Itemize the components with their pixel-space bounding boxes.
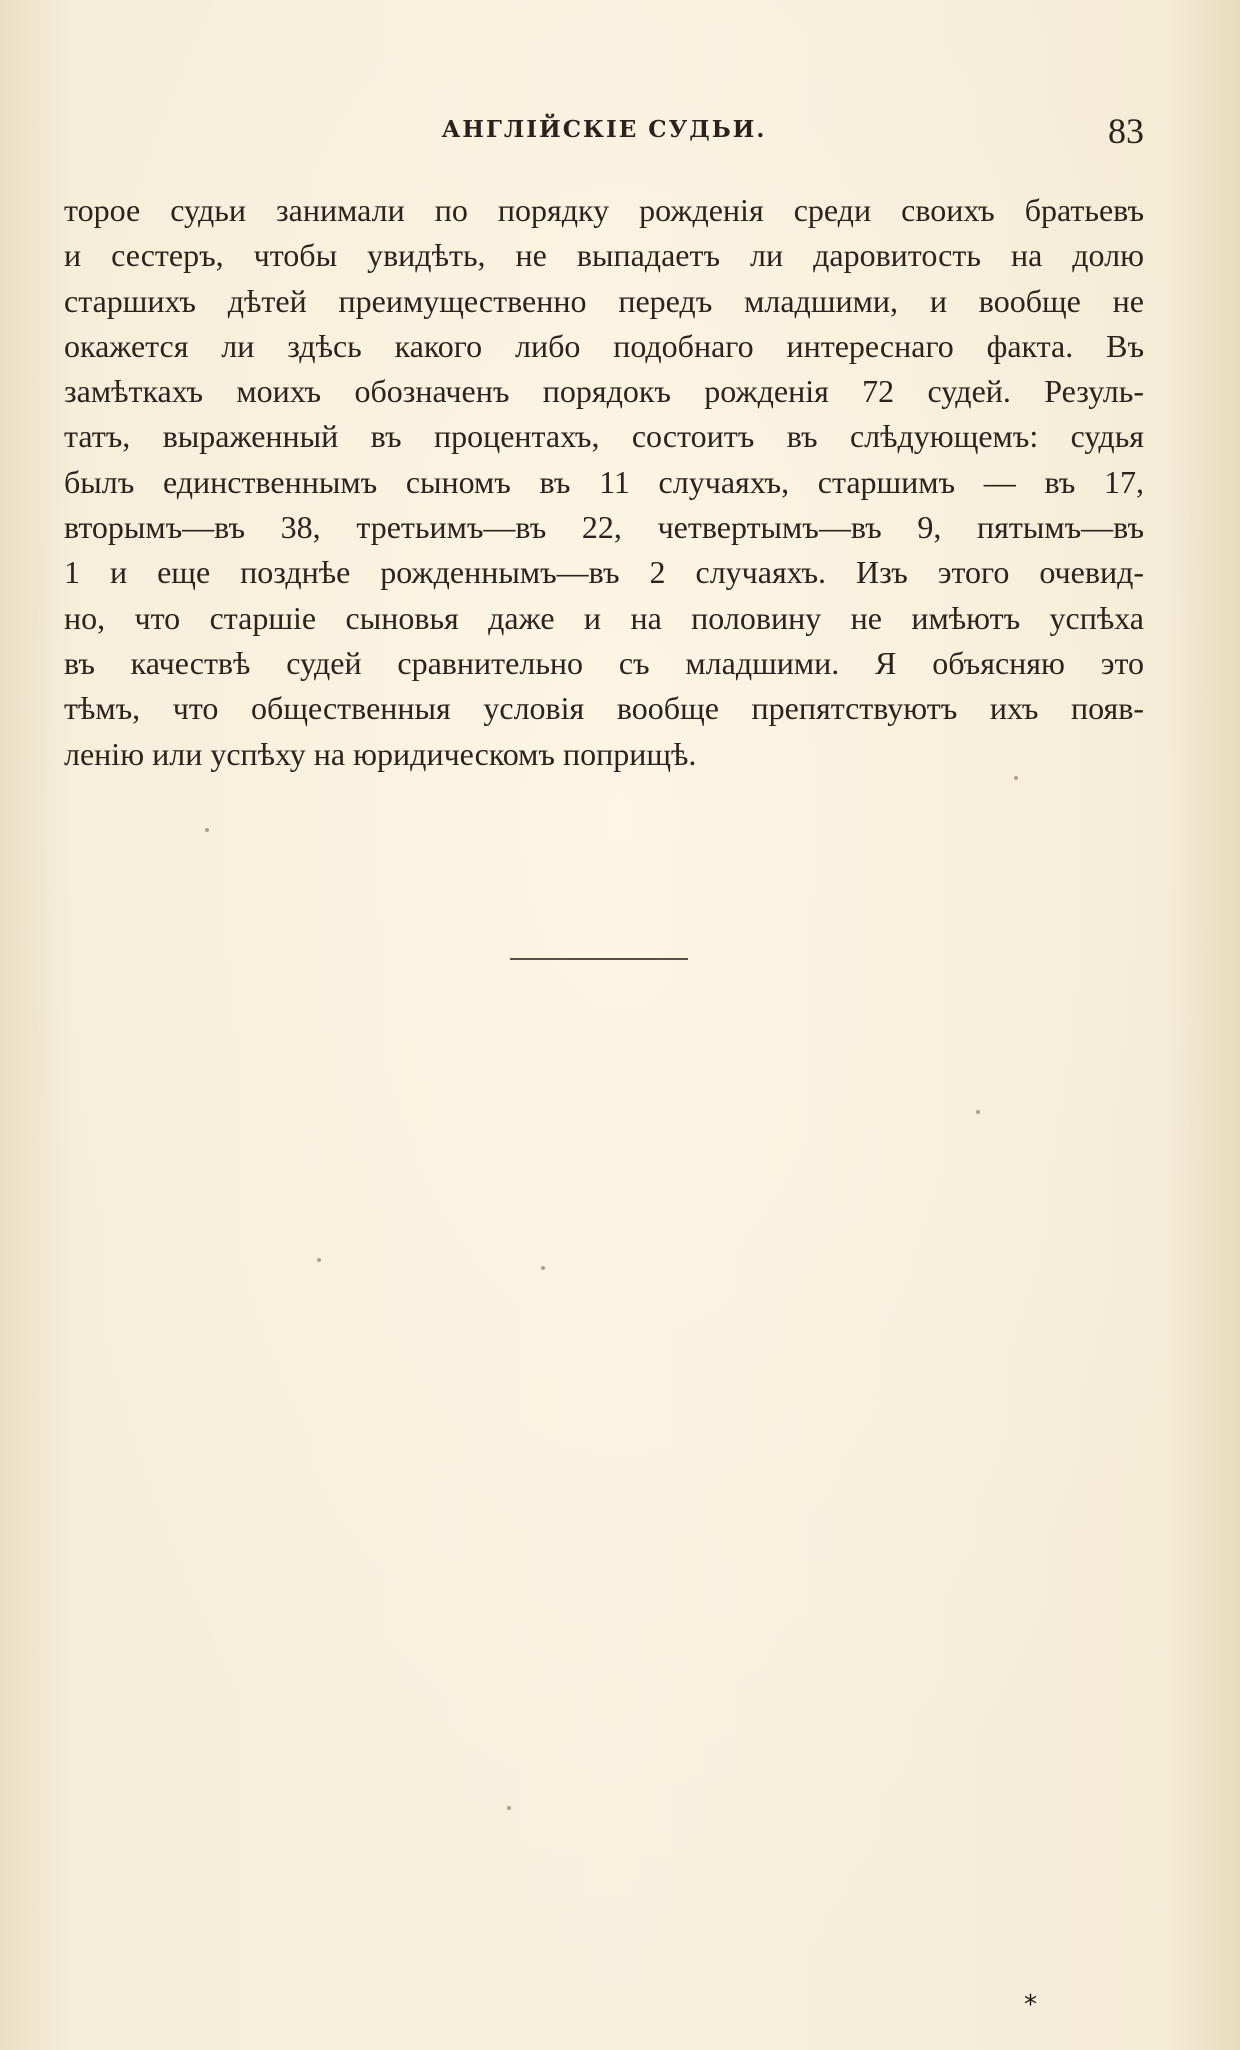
- paper-speck: [1014, 776, 1018, 780]
- text-line: и сестеръ, чтобы увидѣть, не выпадаетъ ли даровитость на долю: [64, 237, 1144, 274]
- text-line: тѣмъ, что общественныя условія вообще препятствуютъ ихъ появ-: [64, 690, 1144, 727]
- running-title: АНГЛІЙСКІЕ СУДЬИ.: [441, 116, 767, 143]
- text-line-last: ленію или успѣху на юридическомъ поприщѣ.: [64, 735, 697, 772]
- text-line: старшихъ дѣтей преимущественно передъ младшими, и вообще не: [64, 282, 1144, 319]
- paper-speck: [976, 1110, 980, 1114]
- paper-speck: [541, 1266, 545, 1270]
- page-number: 83: [1108, 111, 1144, 151]
- text-line: татъ, выраженный въ процентахъ, состоитъ въ слѣдующемъ: судья: [64, 418, 1144, 455]
- paper-speck: [317, 1258, 321, 1262]
- text-line: былъ единственнымъ сыномъ въ 11 случаяхъ, старшимъ — въ 17,: [64, 463, 1144, 500]
- body-text: [64, 188, 1144, 777]
- text-line: замѣткахъ моихъ обозначенъ порядокъ рожденія 72 судей. Резуль-: [64, 373, 1144, 410]
- paper-speck: [205, 828, 209, 832]
- footer-mark: *: [1024, 1990, 1037, 2020]
- text-line: торое судьи занимали по порядку рожденія среди своихъ братьевъ: [64, 192, 1144, 228]
- text-line: окажется ли здѣсь какого либо подобнаго интереснаго факта. Въ: [64, 327, 1144, 364]
- text-line: вторымъ—въ 38, третьимъ—въ 22, четвертымъ—въ 9, пятымъ—въ: [64, 509, 1144, 546]
- text-line: въ качествѣ судей сравнительно съ младшими. Я объясняю это: [64, 644, 1144, 681]
- text-line: 1 и еще позднѣе рожденнымъ—въ 2 случаяхъ. Изъ этого очевид-: [64, 554, 1144, 591]
- text-line: но, что старшіе сыновья даже и на половину не имѣютъ успѣха: [64, 599, 1144, 636]
- running-head: [64, 110, 1144, 154]
- section-divider: [510, 958, 688, 960]
- paper-speck: [507, 1806, 511, 1810]
